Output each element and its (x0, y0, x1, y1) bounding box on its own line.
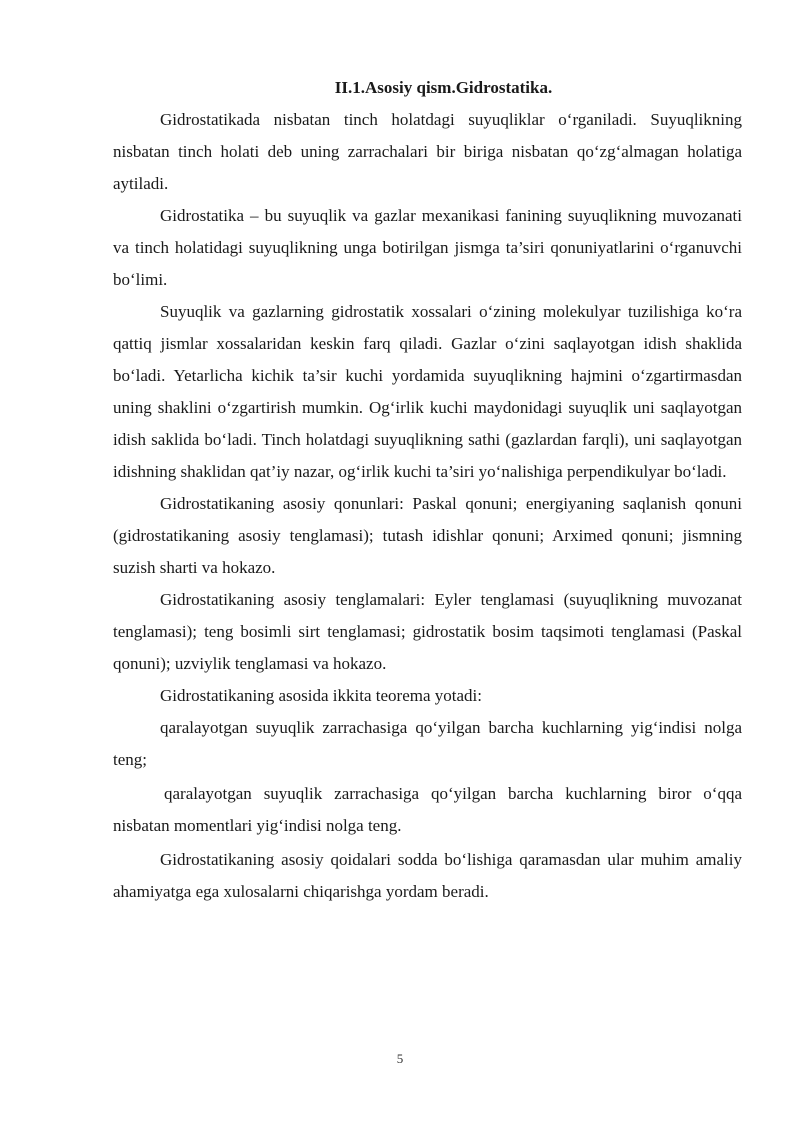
paragraph-theorem-two: qaralayotgan suyuqlik zarrachasiga qo‘yilgan barcha kuchlarning biror o‘qqa nisbatan momentlari yig‘indisi nolga teng. (113, 784, 742, 835)
paragraph-hydrostatics-meaning: Gidrostatika – bu suyuqlik va gazlar mexanikasi fanining suyuqlikning muvozanati va tinch holatidagi suyuqlikning unga botirilgan jismga ta’siri qonuniyatlarini o‘rganuvchi bo‘limi. (113, 206, 742, 289)
paragraph-conclusion: Gidrostatikaning asosiy qoidalari sodda bo‘lishiga qaramasdan ular muhim amaliy ahamiyatga ega xulosalarni chiqarishga yordam beradi. (113, 850, 742, 901)
paragraph-theorem-one: qaralayotgan suyuqlik zarrachasiga qo‘yilgan barcha kuchlarning yig‘indisi nolga teng; (113, 718, 742, 769)
paragraph-theorems-intro: Gidrostatikaning asosida ikkita teorema yotadi: (160, 686, 482, 705)
page-number: 5 (396, 1051, 404, 1066)
document-page (113, 72, 742, 908)
paragraph-properties: Suyuqlik va gazlarning gidrostatik xossalari o‘zining molekulyar tuzilishiga ko‘ra qattiq jismlar xossalaridan keskin farq qiladi. Gazlar o‘zini saqlayotgan idish shaklida bo‘ladi. Yetarlicha kichik ta’sir kuchi yordamida suyuqlikning hajmini o‘zgartirmasdan uning shaklini o‘zgartirish mumkin. Og‘irlik kuchi maydonidagi suyuqlik uni saqlayotgan idish saklida bo‘ladi. Tinch holatdagi suyuqlikning sathi (gazlardan farqli), uni saqlayotgan idishning shaklidan qat’iy nazar, og‘irlik kuchi ta’siri yo‘nalishiga perpendikulyar bo‘ladi. (113, 302, 742, 481)
paragraph-definition: Gidrostatikada nisbatan tinch holatdagi suyuqliklar o‘rganiladi. Suyuqlikning nisbatan tinch holati deb uning zarrachalari bir biriga nisbatan qo‘zg‘almagan holatiga aytiladi. (113, 110, 742, 193)
paragraph-equations: Gidrostatikaning asosiy tenglamalari: Eyler tenglamasi (suyuqlikning muvozanat tenglamasi); teng bosimli sirt tenglamasi; gidrostatik bosim taqsimoti tenglamasi (Paskal qonuni); uzviylik tenglamasi va hokazo. (113, 590, 742, 673)
paragraph-laws: Gidrostatikaning asosiy qonunlari: Paskal qonuni; energiyaning saqlanish qonuni (gidrostatikaning asosiy tenglamasi); tutash idishlar qonuni; Arximed qonuni; jismning suzish sharti va hokazo. (113, 494, 742, 577)
section-heading: II.1.Asosiy qism.Gidrostatika. (334, 78, 553, 97)
